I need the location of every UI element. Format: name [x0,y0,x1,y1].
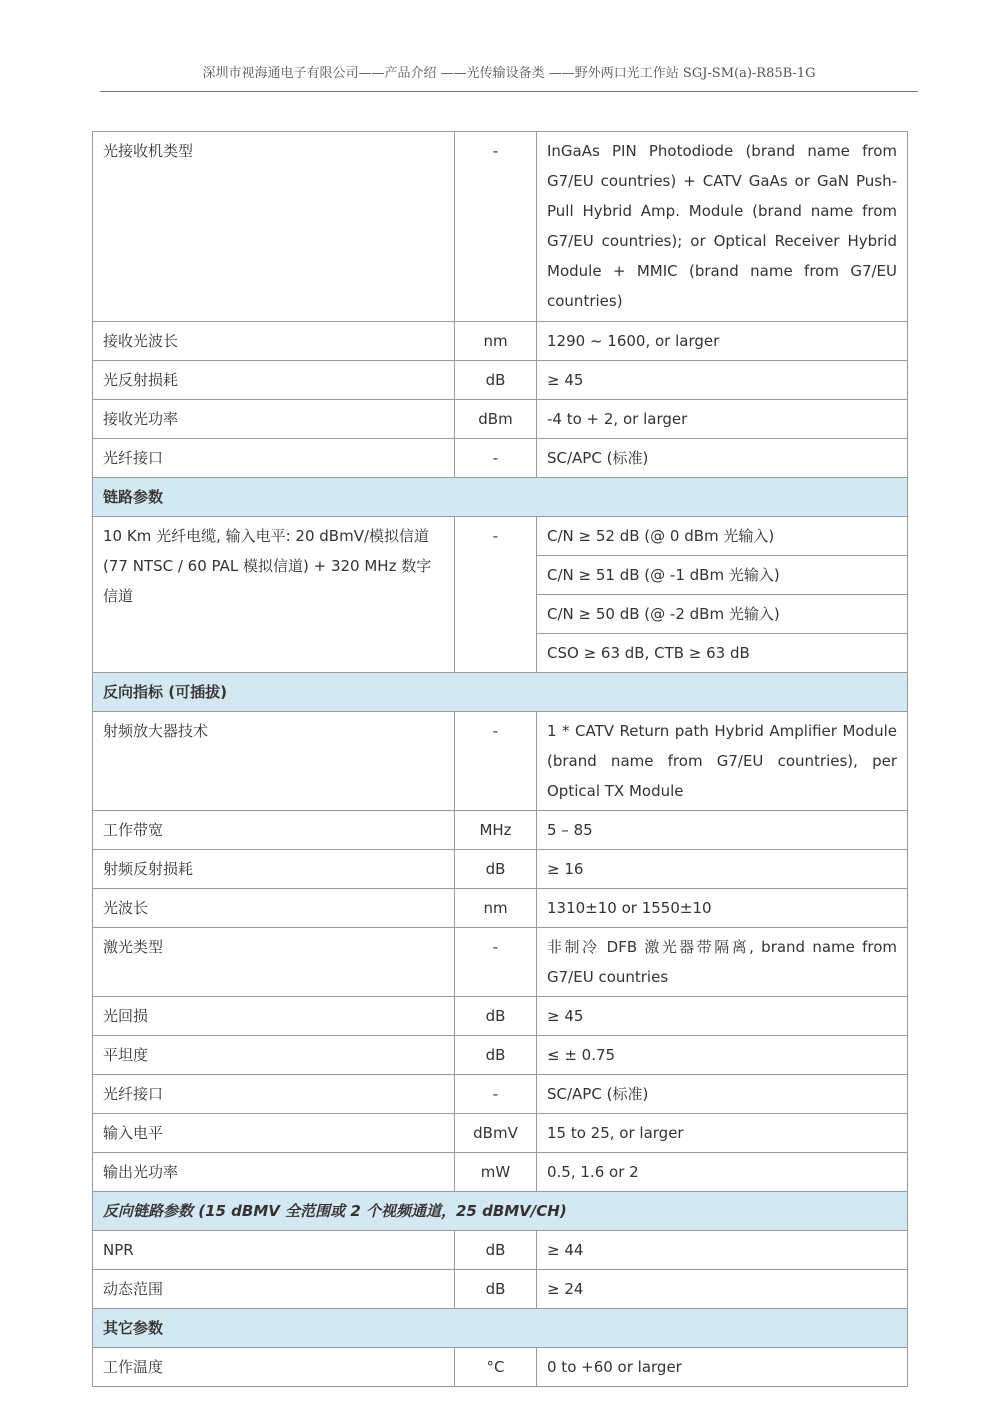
param-unit: nm [455,322,537,361]
param-name: 工作温度 [93,1348,455,1387]
param-unit: dB [455,361,537,400]
spec-table [92,131,908,1387]
param-name: 光接收机类型 [93,132,455,322]
table-row [93,1075,908,1114]
param-name: 接收光波长 [93,322,455,361]
param-name: 输出光功率 [93,1153,455,1192]
param-value: InGaAs PIN Photodiode (brand name from G7/EU countries) + CATV GaAs or GaN Push-Pull Hybrid Amp. Module (brand name from G7/EU countries); or Optical Receiver Hybrid Module + MMIC (brand name from G7/EU countries) [537,132,908,322]
param-unit: - [455,517,537,673]
param-value: ≥ 44 [537,1231,908,1270]
param-value: CSO ≥ 63 dB, CTB ≥ 63 dB [547,644,750,662]
param-value: 非制冷 DFB 激光器带隔离, brand name from G7/EU countries [537,928,908,997]
param-unit: - [455,132,537,322]
param-value: 1 * CATV Return path Hybrid Amplifier Module (brand name from G7/EU countries), per Optical TX Module [537,712,908,811]
section-title: 其它参数 [93,1309,908,1348]
table-row [93,850,908,889]
param-value: SC/APC (标准) [537,1075,908,1114]
param-name: NPR [93,1231,455,1270]
param-name: 光波长 [93,889,455,928]
param-value: 0 to +60 or larger [537,1348,908,1387]
section-header-link [93,478,908,517]
param-value: ≤ ± 0.75 [537,1036,908,1075]
param-value: C/N ≥ 50 dB (@ -2 dBm 光输入) [537,595,907,634]
param-unit: dB [455,1270,537,1309]
section-header-return-link [93,1192,908,1231]
param-unit: nm [455,889,537,928]
table-row [93,1231,908,1270]
param-unit: - [455,712,537,811]
section-title: 反向链路参数 (15 dBMV 全范围或 2 个视频通道，25 dBMV/CH) [93,1192,908,1231]
param-name: 射频放大器技术 [93,712,455,811]
header-divider [100,91,918,92]
param-unit: dB [455,850,537,889]
section-header-return [93,673,908,712]
param-name: 光反射损耗 [93,361,455,400]
param-name: 接收光功率 [93,400,455,439]
param-unit: dB [455,997,537,1036]
param-value: ≥ 45 [537,997,908,1036]
table-row [93,132,908,322]
table-row [93,928,908,997]
param-value: -4 to + 2, or larger [537,400,908,439]
section-header-other [93,1309,908,1348]
param-unit: - [455,928,537,997]
param-value-group [537,517,908,673]
param-value: ≥ 45 [537,361,908,400]
section-title: 反向指标 (可插拔) [93,673,908,712]
param-name: 光纤接口 [93,1075,455,1114]
param-value: 15 to 25, or larger [537,1114,908,1153]
param-name: 平坦度 [93,1036,455,1075]
param-name: 动态范围 [93,1270,455,1309]
param-value: 1310±10 or 1550±10 [537,889,908,928]
param-unit: - [455,1075,537,1114]
table-row [93,361,908,400]
table-row [93,1036,908,1075]
param-unit: dB [455,1036,537,1075]
page-header: 深圳市视海通电子有限公司——产品介绍 ——光传输设备类 ——野外两口光工作站 SGJ-SM(a)-R85B-1G [202,66,816,81]
param-unit: °C [455,1348,537,1387]
param-value: ≥ 24 [537,1270,908,1309]
param-name: 光回损 [93,997,455,1036]
table-row [93,439,908,478]
param-unit: MHz [455,811,537,850]
param-unit: dBmV [455,1114,537,1153]
param-unit: mW [455,1153,537,1192]
table-row [93,997,908,1036]
table-row [93,811,908,850]
table-row [93,400,908,439]
param-unit: dB [455,1231,537,1270]
param-name: 激光类型 [93,928,455,997]
param-name: 工作带宽 [93,811,455,850]
param-name: 光纤接口 [93,439,455,478]
table-row-link-params [93,517,908,673]
param-value: SC/APC (标准) [537,439,908,478]
table-row [93,712,908,811]
param-value: 1290 ~ 1600, or larger [537,322,908,361]
table-row [93,1114,908,1153]
table-row [93,322,908,361]
table-row [93,1153,908,1192]
param-name: 射频反射损耗 [93,850,455,889]
table-row [93,1348,908,1387]
param-name: 输入电平 [93,1114,455,1153]
param-value: 0.5, 1.6 or 2 [537,1153,908,1192]
param-value: C/N ≥ 52 dB (@ 0 dBm 光输入) [537,517,907,556]
param-name: 10 Km 光纤电缆, 输入电平: 20 dBmV/模拟信道(77 NTSC / 60 PAL 模拟信道) + 320 MHz 数字信道 [93,517,455,673]
param-value: C/N ≥ 51 dB (@ -1 dBm 光输入) [537,556,907,595]
table-row [93,1270,908,1309]
param-unit: dBm [455,400,537,439]
param-value: 5 – 85 [537,811,908,850]
param-value: ≥ 16 [537,850,908,889]
table-row [93,889,908,928]
param-unit: - [455,439,537,478]
section-title: 链路参数 [93,478,908,517]
